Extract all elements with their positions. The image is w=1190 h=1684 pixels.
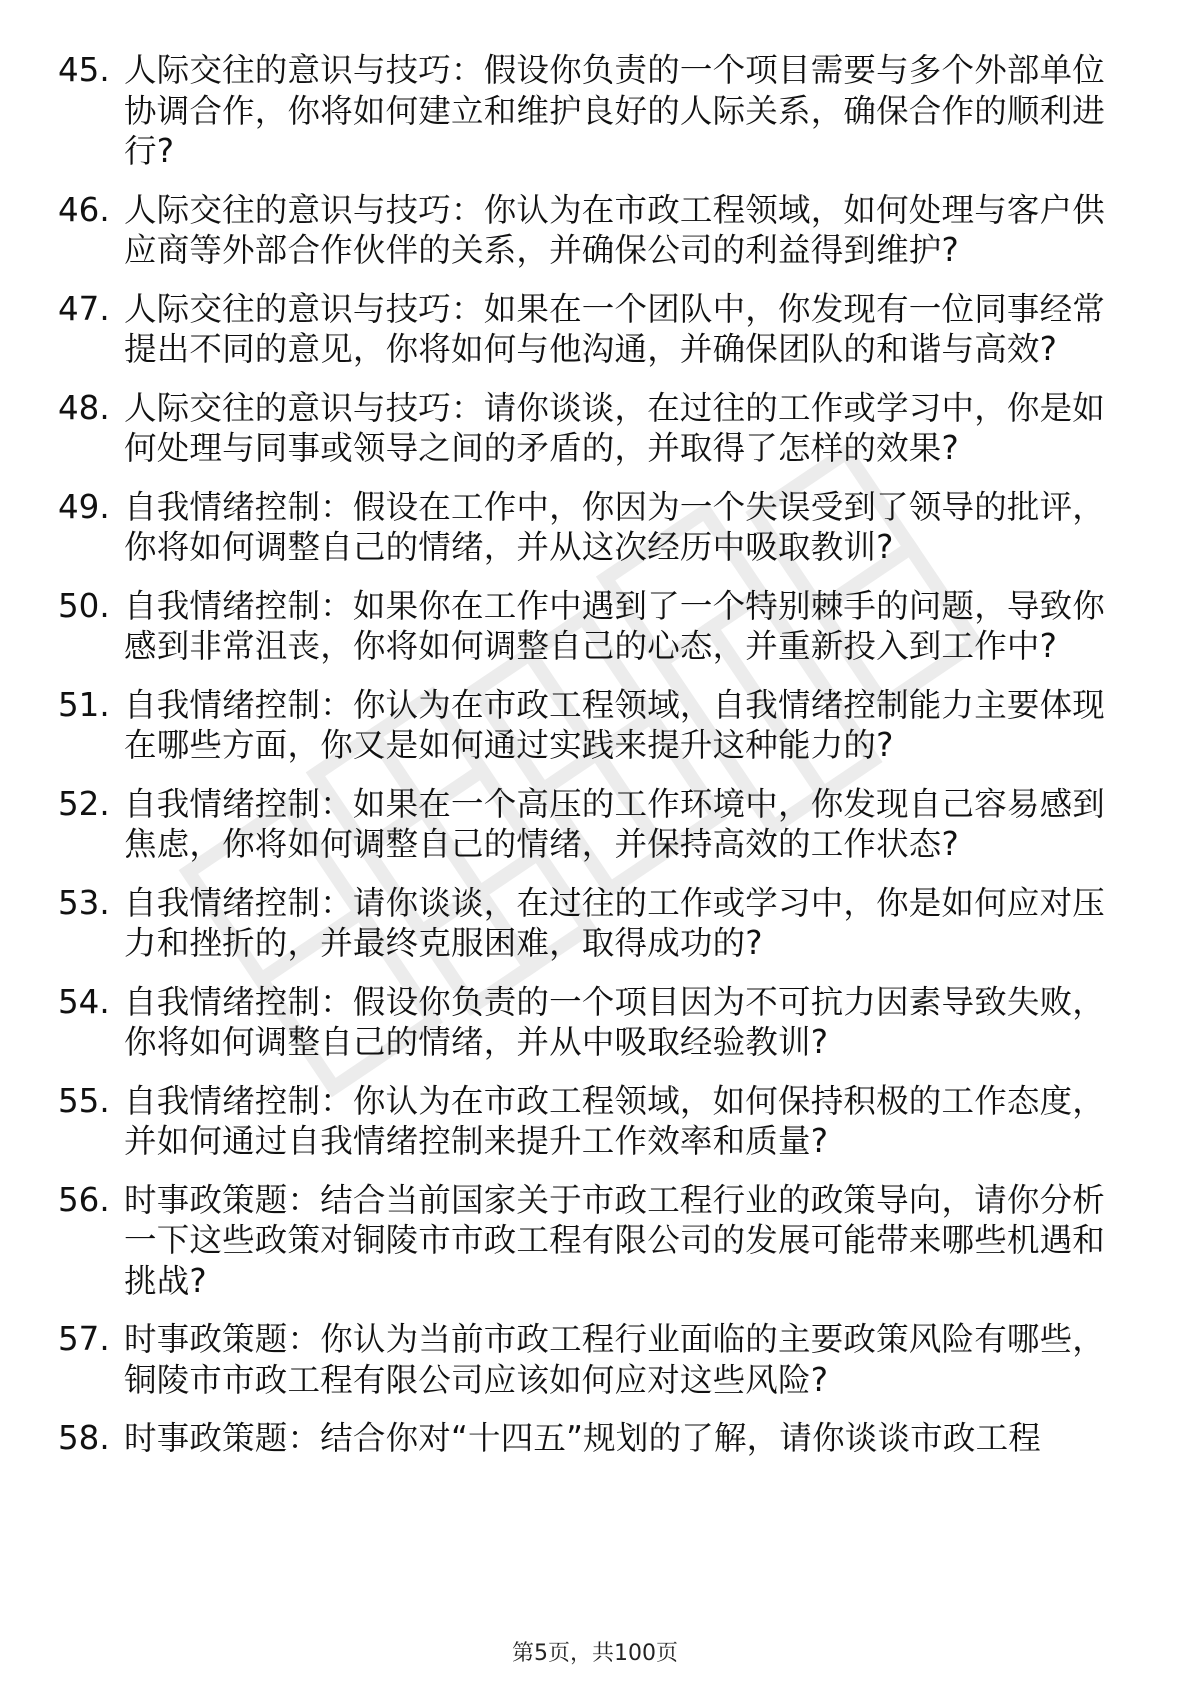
page-footer bbox=[0, 1640, 1190, 1668]
question-item bbox=[58, 190, 1128, 271]
question-item bbox=[58, 1180, 1128, 1302]
question-item bbox=[58, 1081, 1128, 1162]
question-text: 时事政策题：你认为当前市政工程行业面临的主要政策风险有哪些，铜陵市市政工程有限公司应该如何应对这些风险? bbox=[124, 1320, 1106, 1399]
question-text: 自我情绪控制：你认为在市政工程领域，自我情绪控制能力主要体现在哪些方面，你又是如何通过实践来提升这种能力的? bbox=[124, 685, 1106, 764]
question-number: 46. bbox=[58, 190, 110, 229]
question-number: 49. bbox=[58, 487, 110, 526]
question-text: 自我情绪控制：你认为在市政工程领域，如何保持积极的工作态度，并如何通过自我情绪控制来提升工作效率和质量? bbox=[124, 1081, 1106, 1160]
question-text: 自我情绪控制：请你谈谈，在过往的工作或学习中，你是如何应对压力和挫折的，并最终克服困难，取得成功的? bbox=[124, 883, 1106, 962]
question-number: 57. bbox=[58, 1320, 110, 1358]
question-number: 48. bbox=[58, 388, 110, 427]
question-text: 自我情绪控制：假设在工作中，你因为一个失误受到了领导的批评，你将如何调整自己的情绪，并从这次经历中吸取教训? bbox=[124, 487, 1106, 566]
question-number: 52. bbox=[58, 784, 110, 823]
question-item bbox=[58, 1319, 1128, 1400]
question-number: 50. bbox=[58, 586, 110, 625]
question-text: 自我情绪控制：如果在一个高压的工作环境中，你发现自己容易感到焦虑，你将如何调整自己的情绪，并保持高效的工作状态? bbox=[124, 784, 1106, 863]
question-text: 时事政策题：结合你对“十四五”规划的了解，请你谈谈市政工程 bbox=[124, 1419, 1041, 1457]
question-item bbox=[58, 50, 1128, 172]
question-item bbox=[58, 289, 1128, 370]
question-text: 人际交往的意识与技巧：如果在一个团队中，你发现有一位同事经常提出不同的意见，你将如何与他沟通，并确保团队的和谐与高效? bbox=[124, 289, 1106, 368]
question-text: 自我情绪控制：如果你在工作中遇到了一个特别棘手的问题，导致你感到非常沮丧，你将如何调整自己的心态，并重新投入到工作中? bbox=[124, 586, 1106, 665]
question-text: 人际交往的意识与技巧：你认为在市政工程领域，如何处理与客户供应商等外部合作伙伴的关系，并确保公司的利益得到维护? bbox=[124, 190, 1106, 269]
question-text: 人际交往的意识与技巧：请你谈谈，在过往的工作或学习中，你是如何处理与同事或领导之间的矛盾的，并取得了怎样的效果? bbox=[124, 388, 1106, 467]
question-item bbox=[58, 883, 1128, 964]
question-number: 55. bbox=[58, 1081, 110, 1120]
question-item bbox=[58, 388, 1128, 469]
question-item bbox=[58, 685, 1128, 766]
question-number: 54. bbox=[58, 982, 110, 1021]
question-item bbox=[58, 1418, 1128, 1459]
question-text: 自我情绪控制：假设你负责的一个项目因为不可抗力因素导致失败，你将如何调整自己的情绪，并从中吸取经验教训? bbox=[124, 982, 1106, 1061]
question-number: 45. bbox=[58, 51, 110, 89]
question-item bbox=[58, 982, 1128, 1063]
question-text: 时事政策题：结合当前国家关于市政工程行业的政策导向，请你分析一下这些政策对铜陵市市政工程有限公司的发展可能带来哪些机遇和挑战? bbox=[124, 1180, 1106, 1300]
question-number: 51. bbox=[58, 685, 110, 724]
question-item bbox=[58, 784, 1128, 865]
question-number: 53. bbox=[58, 883, 110, 922]
question-item bbox=[58, 487, 1128, 568]
page-number-label: 第5页，共100页 bbox=[512, 1641, 678, 1666]
question-number: 58. bbox=[58, 1419, 110, 1457]
question-text: 人际交往的意识与技巧：假设你负责的一个项目需要与多个外部单位协调合作，你将如何建立和维护良好的人际关系，确保合作的顺利进行? bbox=[124, 51, 1106, 170]
question-item bbox=[58, 586, 1128, 667]
question-number: 47. bbox=[58, 289, 110, 328]
question-list bbox=[58, 50, 1128, 1477]
question-number: 56. bbox=[58, 1180, 110, 1219]
